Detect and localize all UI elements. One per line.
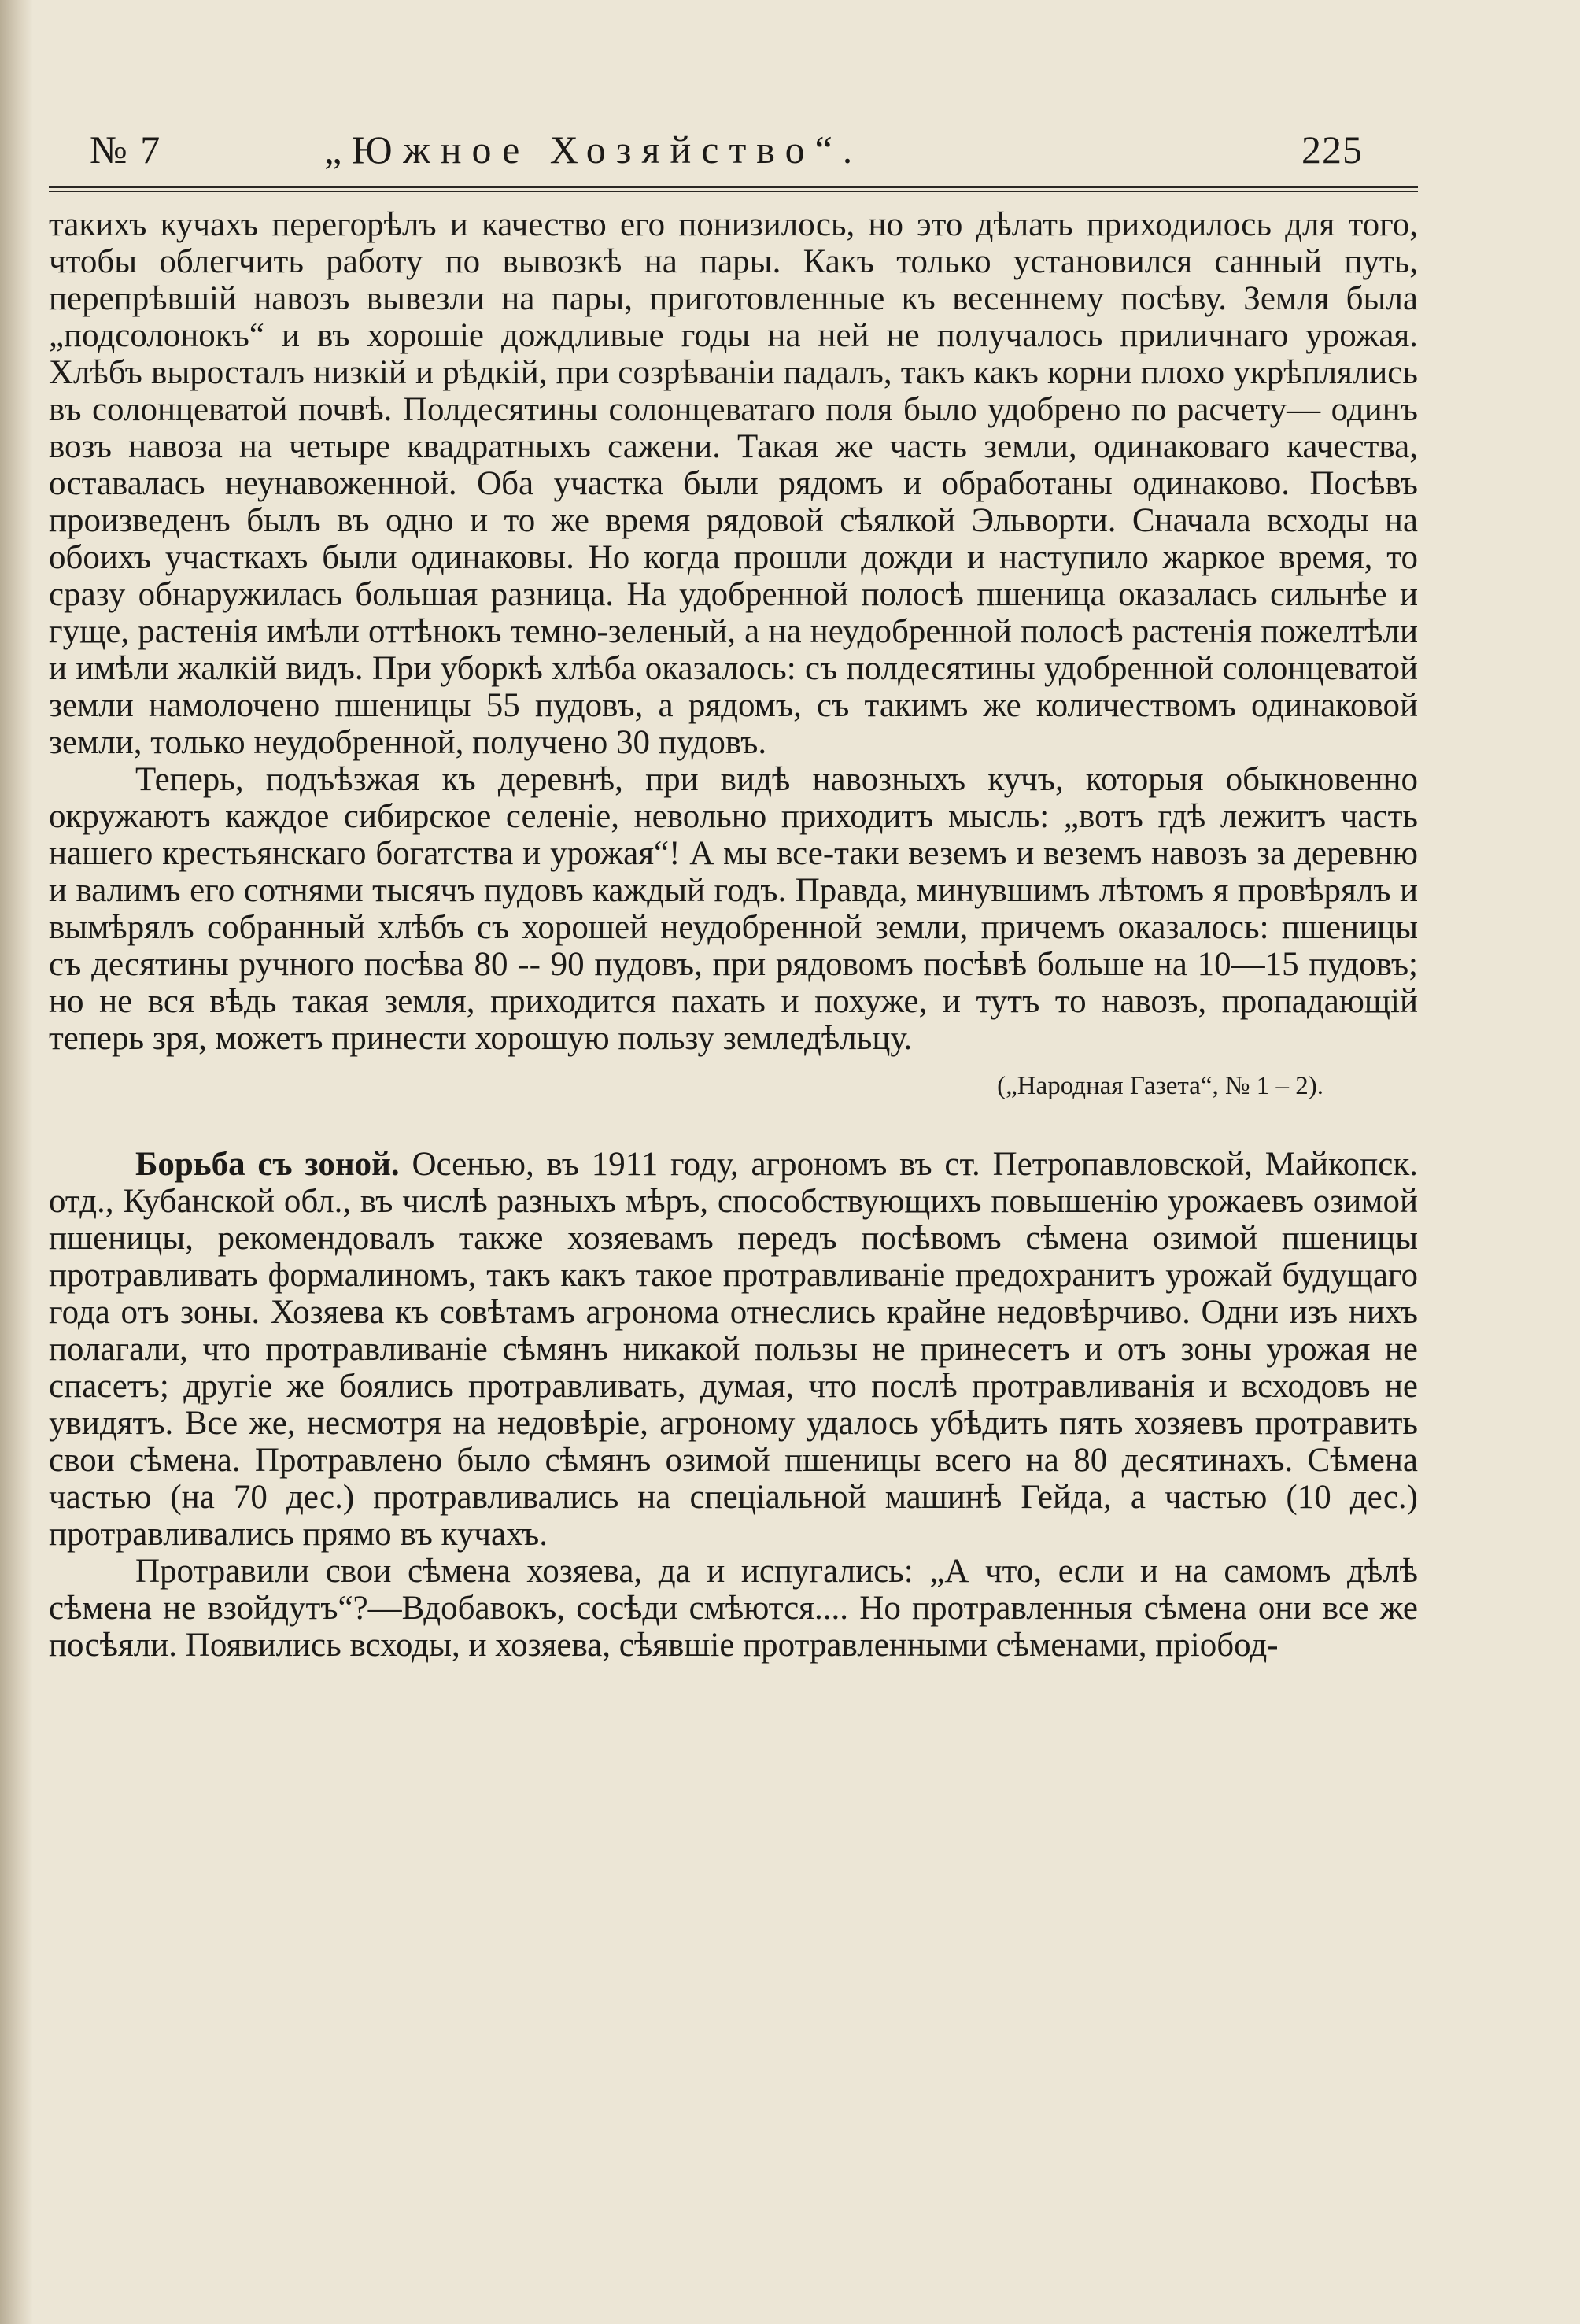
article-smut (49, 1146, 1418, 1664)
section-heading: Борьба съ зоной. (135, 1146, 400, 1183)
paragraph: Теперь, подъѣзжая къ деревнѣ, при видѣ навозныхъ кучъ, которыя обыкновенно окружаютъ каждое сибирское селеніе, невольно приходитъ мысль: „вотъ гдѣ лежитъ часть нашего крестьянскаго богатства и урожая“! А мы все-таки веземъ и веземъ навозъ за деревню и валимъ его сотнями тысячъ пудовъ каждый годъ. Правда, минувшимъ лѣтомъ я провѣрялъ и вымѣрялъ собранный хлѣбъ съ хорошей неудобренной земли, причемъ оказалось: пшеницы съ десятины ручного посѣва 80 -- 90 пудовъ, при рядовомъ посѣвѣ больше на 10—15 пудовъ; но не вся вѣдь такая земля, приходится пахать и похуже, и тутъ то навозъ, пропадающій теперь зря, можетъ принести хорошую пользу земледѣльцу. (49, 761, 1418, 1057)
paragraph (49, 1146, 1418, 1553)
header-rule-thick (49, 186, 1418, 188)
article-manure (49, 206, 1418, 1105)
book-binding-edge (0, 0, 33, 2324)
header-rule-thin (49, 191, 1418, 192)
issue-number: № 7 (90, 127, 162, 172)
paragraph: такихъ кучахъ перегорѣлъ и качество его понизилось, но это дѣлать приходилось для того, чтобы облегчить работу по вывозкѣ на пары. Какъ только установился санный путь, перепрѣвшій навозъ вывезли на пары, приготовленные къ весеннему посѣву. Земля была „подсолонокъ“ и въ хорошіе дождливые годы на ней не получалось приличнаго урожая. Хлѣбъ выросталъ низкій и рѣдкій, при созрѣваніи падалъ, такъ какъ корни плохо укрѣплялись въ солонцеватой почвѣ. Полдесятины солонцеватаго поля было удобрено по расчету— одинъ возъ навоза на четыре квадратныхъ сажени. Такая же часть земли, одинаковаго качества, оставалась неунавоженной. Оба участка были рядомъ и обработаны одинаково. Посѣвъ произведенъ былъ въ одно и то же время рядовой сѣялкой Эльворти. Сначала всходы на обоихъ участкахъ были одинаковы. Но когда прошли дожди и наступило жаркое время, то сразу обнаружилась большая разница. На удобренной полосѣ пшеница оказалась сильнѣе и гуще, растенія имѣли оттѣнокъ темно-зеленый, а на неудобренной полосѣ растенія пожелтѣли и имѣли жалкій видъ. При уборкѣ хлѣба оказалось: съ полдесятины удобренной солонцеватой земли намолочено пшеницы 55 пудовъ, а рядомъ, съ такимъ же количествомъ одинаковой земли, только неудобренной, получено 30 пудовъ. (49, 206, 1418, 761)
paragraph: Протравили свои сѣмена хозяева, да и испугались: „А что, если и на самомъ дѣлѣ сѣмена не взойдутъ“?—Вдобавокъ, сосѣди смѣются.... Но протравленныя сѣмена они все же посѣяли. Появились всходы, и хозяева, сѣявшіе протравленными сѣменами, пріобод- (49, 1553, 1418, 1664)
journal-title: „Южное Хозяйство“. (324, 127, 863, 172)
running-header (49, 118, 1418, 181)
page-body (49, 206, 1418, 1664)
page-number: 225 (1301, 127, 1363, 172)
journal-page (49, 118, 1418, 1664)
source-citation: („Народная Газета“, № 1 – 2). (997, 1072, 1323, 1100)
paragraph-text: Осенью, въ 1911 году, агрономъ въ ст. Петропавловской, Майкопск. отд., Кубанской обл., въ числѣ разныхъ мѣръ, способствующихъ повышенію урожаевъ озимой пшеницы, рекомендовалъ также хозяевамъ передъ посѣвомъ сѣмена озимой пшеницы протравливать формалиномъ, такъ какъ такое протравливаніе предохранитъ урожай будущаго года отъ зоны. Хозяева къ совѣтамъ агронома отнеслись крайне недовѣрчиво. Одни изъ нихъ полагали, что протравливаніе сѣмянъ никакой пользы не принесетъ и отъ зоны урожая не спасетъ; другіе же боялись протравливать, думая, что послѣ протравливанія и всходовъ не увидятъ. Все же, несмотря на недовѣріе, агроному удалось убѣдить пять хозяевъ протравить свои сѣмена. Протравлено было сѣмянъ озимой пшеницы всего на 80 десятинахъ. Сѣмена частью (на 70 дес.) протравливались на спеціальной машинѣ Гейда, а частью (10 дес.) протравливались прямо въ кучахъ. (49, 1146, 1419, 1553)
